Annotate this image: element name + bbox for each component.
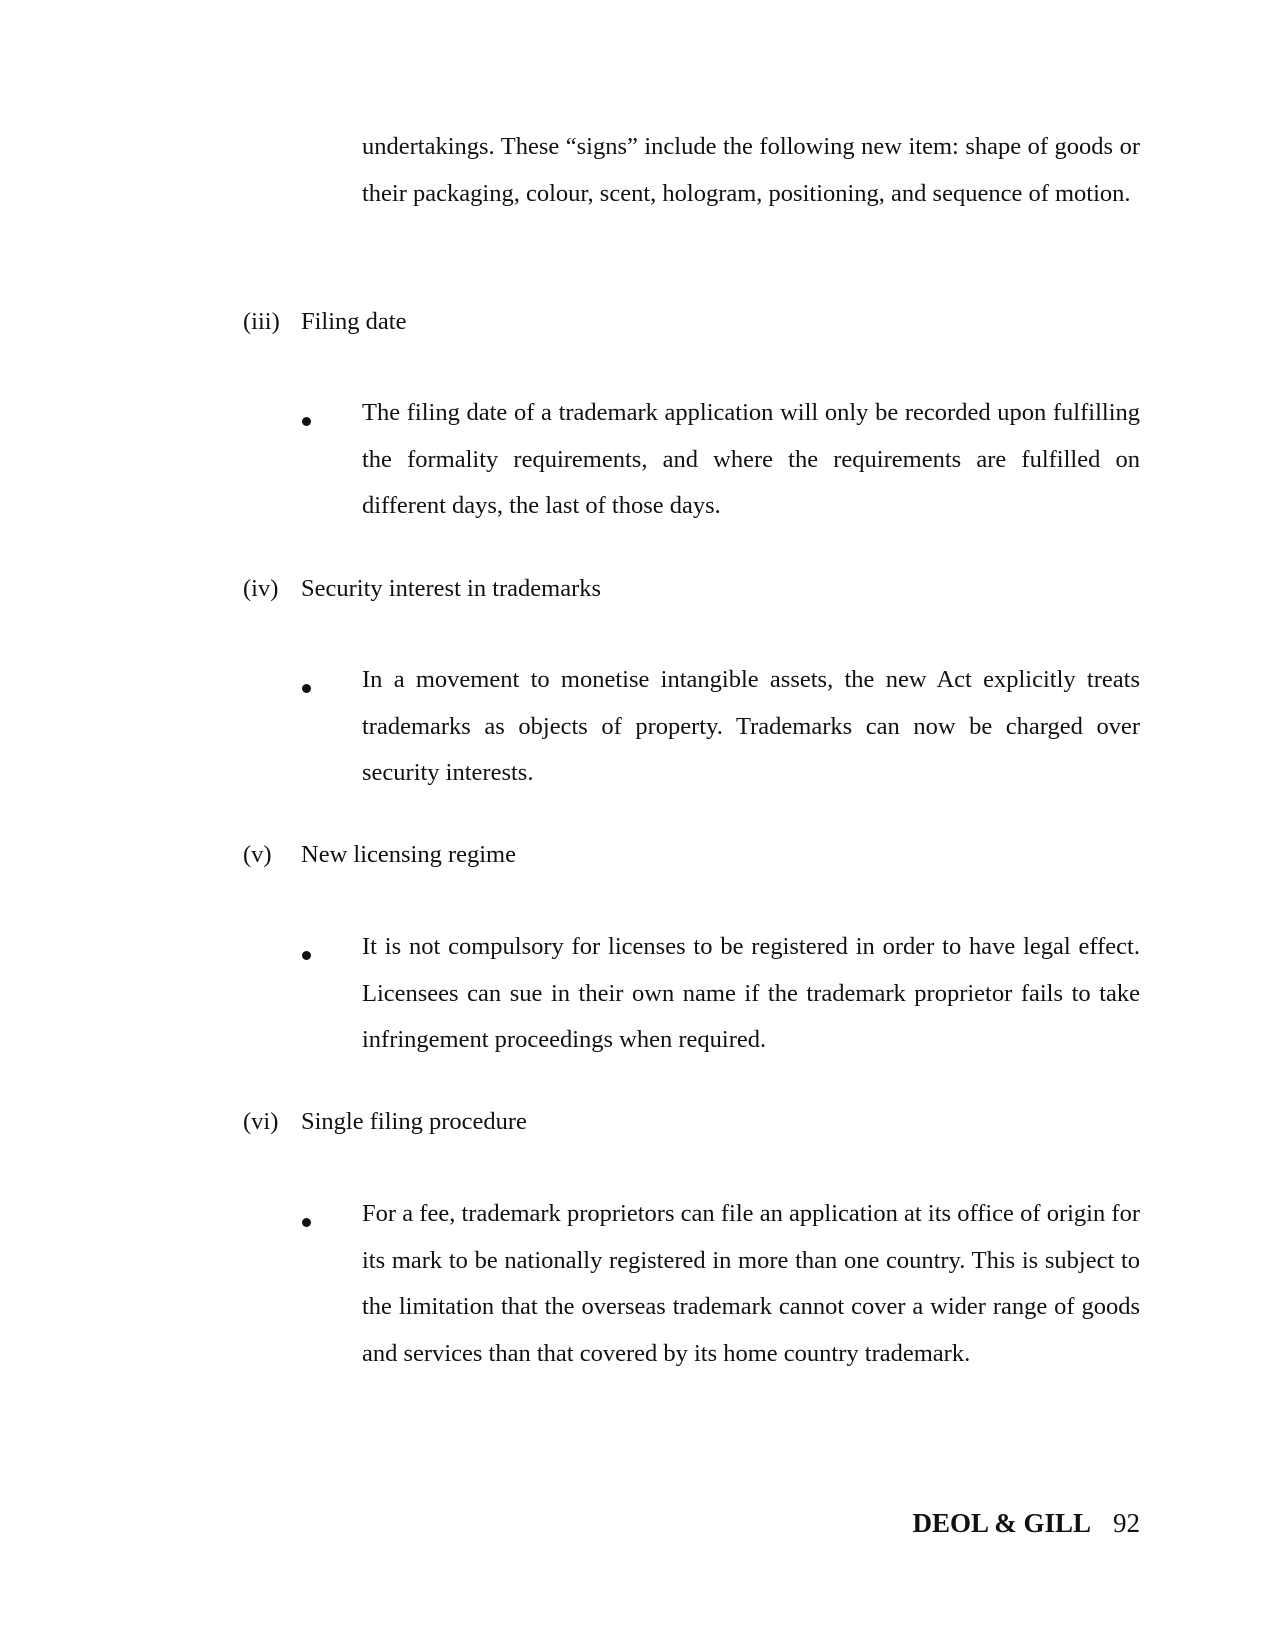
bullet-icon xyxy=(299,414,313,428)
bullet-text-v: It is not compulsory for licenses to be registered in order to have legal effect. Licensees can sue in their own name if the trademark proprietor fails to take infringement proceedings when required. xyxy=(362,933,1140,1053)
section-heading-iii xyxy=(243,302,406,342)
bullet-text-vi: For a fee, trademark proprietors can file an application at its office of origin for its mark to be nationally registered in more than one country. This is subject to the limitation that the overseas trademark cannot cover a wider range of goods and services than that covered by its home country trademark. xyxy=(362,1200,1140,1367)
section-title: Single filing procedure xyxy=(301,1108,527,1135)
section-heading-v xyxy=(243,835,516,875)
section-number: (v) xyxy=(243,841,272,868)
section-title: New licensing regime xyxy=(301,841,516,868)
section-number: (vi) xyxy=(243,1108,279,1135)
intro-paragraph: undertakings. These “signs” include the following new item: shape of goods or their packaging, colour, scent, hologram, positioning, and sequence of motion. xyxy=(362,133,1140,207)
bullet-text-iii: The filing date of a trademark application will only be recorded upon fulfilling the formality requirements, and where the requirements are fulfilled on different days, the last of those days. xyxy=(362,399,1140,519)
section-number: (iv) xyxy=(243,575,279,602)
bullet-text-iv: In a movement to monetise intangible assets, the new Act explicitly treats trademarks as objects of property. Trademarks can now be charged over security interests. xyxy=(362,666,1140,786)
page-footer xyxy=(912,1506,1140,1540)
section-number: (iii) xyxy=(243,308,280,335)
section-title: Filing date xyxy=(301,308,407,335)
bullet-icon xyxy=(299,1215,313,1229)
bullet-icon xyxy=(299,948,313,962)
section-heading-iv xyxy=(243,569,601,609)
section-title: Security interest in trademarks xyxy=(301,575,602,602)
page-number: 92 xyxy=(1113,1508,1140,1538)
section-heading-vi xyxy=(243,1102,527,1142)
bullet-icon xyxy=(299,681,313,695)
footer-firm-name: DEOL & GILL xyxy=(912,1508,1091,1538)
